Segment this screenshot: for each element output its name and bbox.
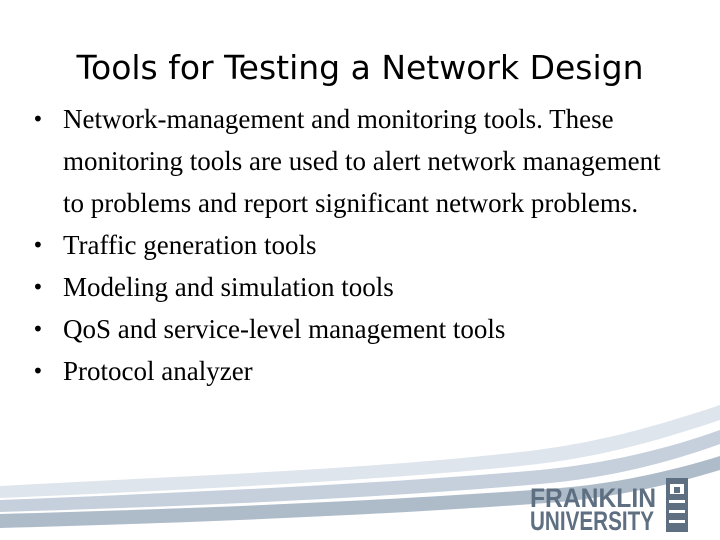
bullet-text: Protocol analyzer (63, 356, 253, 386)
bullet-icon: • (32, 107, 44, 131)
logo-line-1: FRANKLIN (530, 483, 656, 513)
slide-title: Tools for Testing a Network Design (76, 48, 644, 87)
bullet-icon: • (32, 359, 44, 383)
lighthouse-icon (666, 478, 688, 532)
bullet-icon: • (32, 233, 44, 257)
bullet-text: Network-management and monitoring tools. These monitoring tools are used to alert network management to problems and report significant network problems. (63, 104, 661, 218)
bullet-text: Modeling and simulation tools (63, 272, 394, 302)
logo-line-2: UNIVERSITY (530, 506, 654, 536)
bullet-text: QoS and service-level management tools (63, 314, 506, 344)
bullet-text: Traffic generation tools (63, 230, 317, 260)
bullet-icon: • (32, 275, 44, 299)
bullet-icon: • (32, 317, 44, 341)
